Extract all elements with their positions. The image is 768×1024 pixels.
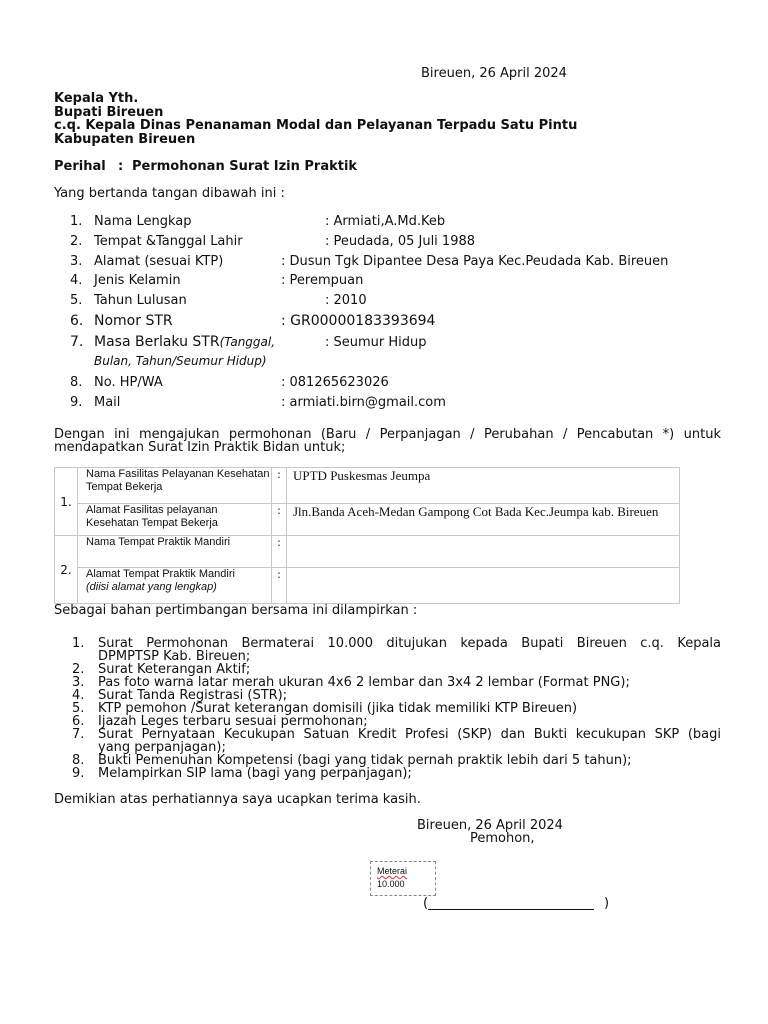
- facility-address-value: Jln.Banda Aceh-Medan Gampong Cot Bada Kec.Jeumpa kab. Bireuen: [287, 504, 680, 536]
- field-birth-label: Tempat &Tanggal Lahir: [94, 234, 243, 249]
- field-number: 9.: [70, 395, 83, 410]
- field-validity-label-italic: (Tanggal,: [219, 335, 276, 349]
- facility-address-label: Alamat Fasilitas pelayanan Kesehatan Tempat Bekerja: [78, 504, 272, 536]
- recipient-line-2: Bupati Bireuen: [54, 105, 164, 120]
- field-mail-value: : armiati.birn@gmail.com: [281, 395, 446, 410]
- field-phone-label: No. HP/WA: [94, 375, 163, 390]
- field-number: 7.: [70, 334, 84, 350]
- subject-colon: :: [118, 159, 124, 174]
- list-item-number: 3.: [72, 675, 85, 690]
- list-item: Surat Pernyataan Kecukupan Satuan Kredit Profesi (SKP) dan Bukti kecukupan SKP (bagi: [98, 727, 721, 742]
- stamp-duty-box: [370, 861, 436, 896]
- practice-address-value: [287, 568, 680, 604]
- field-validity-label-line2: Bulan, Tahun/Seumur Hidup): [94, 354, 267, 368]
- field-number: 5.: [70, 293, 83, 308]
- list-item: Bukti Pemenuhan Kompetensi (bagi yang tidak pernah praktik lebih dari 5 tahun);: [98, 753, 632, 768]
- facility-table: [54, 467, 680, 604]
- list-item: Pas foto warna latar merah ukuran 4x6 2 lembar dan 3x4 2 lembar (Format PNG);: [98, 675, 630, 690]
- table-row: [55, 568, 680, 604]
- table-row: [55, 504, 680, 536]
- field-validity-label-main: Masa Berlaku STR: [94, 334, 220, 350]
- attachments-intro: Sebagai bahan pertimbangan bersama ini dilampirkan :: [54, 603, 418, 618]
- practice-address-label: [78, 568, 272, 604]
- field-gender-label: Jenis Kelamin: [94, 273, 181, 288]
- field-phone-value: : 081265623026: [281, 375, 389, 390]
- field-number: 6.: [70, 313, 84, 329]
- list-item-number: 9.: [72, 766, 85, 781]
- list-item: Surat Permohonan Bermaterai 10.000 ditujukan kepada Bupati Bireuen c.q. Kepala: [98, 636, 721, 651]
- list-item-continued: DPMPTSP Kab. Bireuen;: [98, 649, 251, 664]
- field-number: 3.: [70, 254, 83, 269]
- list-item-number: 6.: [72, 714, 85, 729]
- practice-address-note: (diisi alamat yang lengkap): [86, 581, 217, 593]
- field-validity-label: [94, 335, 275, 350]
- field-number: 2.: [70, 234, 83, 249]
- row-number: 1.: [55, 468, 78, 536]
- field-mail-label: Mail: [94, 395, 121, 410]
- field-gender-value: : Perempuan: [281, 273, 364, 288]
- signature-line: [428, 909, 594, 910]
- letter-date: Bireuen, 26 April 2024: [421, 66, 567, 81]
- field-number: 8.: [70, 375, 83, 390]
- field-number: 4.: [70, 273, 83, 288]
- list-item-number: 1.: [72, 636, 85, 651]
- field-graduation-value: : 2010: [325, 293, 367, 308]
- list-item: KTP pemohon /Surat keterangan domisili (jika tidak memiliki KTP Bireuen): [98, 701, 578, 716]
- list-item: Ijazah Leges terbaru sesuai permohonan;: [98, 714, 368, 729]
- list-item-continued: yang perpanjagan);: [98, 740, 226, 755]
- field-graduation-label: Tahun Lulusan: [94, 293, 187, 308]
- field-number: 1.: [70, 214, 83, 229]
- list-item-number: 7.: [72, 727, 85, 742]
- colon: :: [272, 536, 287, 568]
- table-row: [55, 536, 680, 568]
- list-item-number: 5.: [72, 701, 85, 716]
- stamp-value: 10.000: [377, 879, 405, 889]
- field-birth-value: : Peudada, 05 Juli 1988: [325, 234, 476, 249]
- signature-role: Pemohon,: [470, 831, 535, 846]
- practice-name-label: Nama Tempat Praktik Mandiri: [78, 536, 272, 568]
- recipient-line-4: Kabupaten Bireuen: [54, 132, 196, 147]
- field-name-value: : Armiati,A.Md.Keb: [325, 214, 446, 229]
- request-line-2: mendapatkan Surat Izin Praktik Bidan untuk;: [54, 440, 346, 455]
- closing-text: Demikian atas perhatiannya saya ucapkan terima kasih.: [54, 792, 421, 807]
- field-name-label: Nama Lengkap: [94, 214, 192, 229]
- signature-date: Bireuen, 26 April 2024: [417, 818, 563, 833]
- field-str-label: Nomor STR: [94, 313, 173, 329]
- subject-text: Permohonan Surat Izin Praktik: [132, 159, 358, 174]
- signature-close-paren: ): [604, 896, 610, 911]
- list-item-number: 8.: [72, 753, 85, 768]
- intro-text: Yang bertanda tangan dibawah ini :: [54, 186, 285, 201]
- colon: :: [272, 568, 287, 604]
- stamp-label: Meterai: [377, 866, 408, 876]
- table-row: [55, 468, 680, 504]
- list-item: Surat Keterangan Aktif;: [98, 662, 251, 677]
- practice-address-label-text: Alamat Tempat Praktik Mandiri: [86, 568, 235, 580]
- field-validity-value: : Seumur Hidup: [325, 335, 427, 350]
- colon: :: [272, 468, 287, 504]
- facility-name-value: UPTD Puskesmas Jeumpa: [287, 468, 680, 504]
- practice-name-value: [287, 536, 680, 568]
- recipient-line-1: Kepala Yth.: [54, 91, 139, 106]
- recipient-line-3: c.q. Kepala Dinas Penanaman Modal dan Pelayanan Terpadu Satu Pintu: [54, 118, 578, 133]
- field-str-value: : GR00000183393694: [281, 313, 436, 329]
- list-item-number: 2.: [72, 662, 85, 677]
- field-address-label: Alamat (sesuai KTP): [94, 254, 224, 269]
- list-item-number: 4.: [72, 688, 85, 703]
- subject-label: Perihal: [54, 159, 106, 174]
- request-line-1: Dengan ini mengajukan permohonan (Baru / Perpanjagan / Perubahan / Pencabutan *) untuk: [54, 427, 721, 442]
- signature-open-paren: (: [423, 896, 429, 911]
- field-address-value: : Dusun Tgk Dipantee Desa Paya Kec.Peudada Kab. Bireuen: [281, 254, 669, 269]
- row-number: 2.: [55, 536, 78, 604]
- list-item: Surat Tanda Registrasi (STR);: [98, 688, 288, 703]
- list-item: Melampirkan SIP lama (bagi yang perpanjagan);: [98, 766, 412, 781]
- facility-name-label: Nama Fasilitas Pelayanan Kesehatan Tempat Bekerja: [78, 468, 272, 504]
- colon: :: [272, 504, 287, 536]
